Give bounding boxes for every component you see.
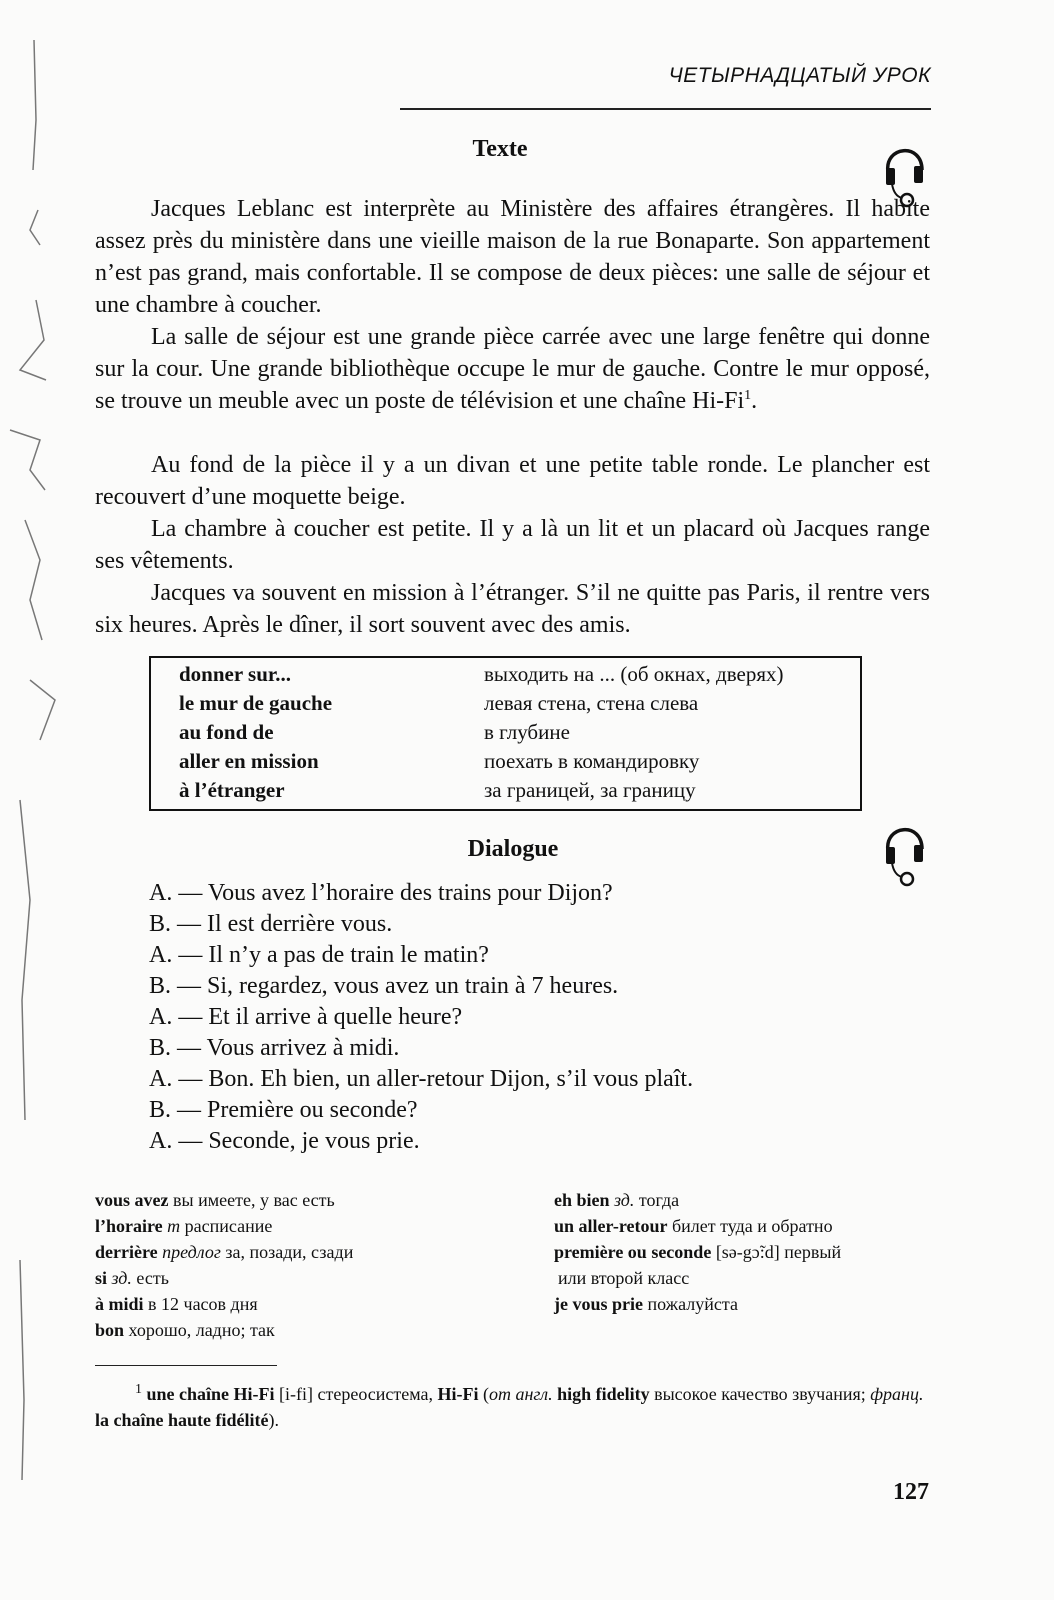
vocab-french: le mur de gauche	[179, 691, 333, 715]
glossary-entry: или второй класс	[558, 1268, 690, 1288]
texte-paragraph-1: Jacques Leblanc est interprète au Ministère des affaires étrangères. Il habite assez près du ministère dans une vieille maison de la rue Bonaparte. Son appartement n’est pas grand, mais confortable. Il se compose de deux pièces: une salle de séjour et une chambre à coucher.	[95, 196, 930, 318]
dialogue-line: A. — Il n’y a pas de train le matin?	[149, 942, 489, 968]
texte-paragraph-5: Jacques va souvent en mission à l’étranger. S’il ne quitte pas Paris, il rentre vers six heures. Après le dîner, il sort souvent avec des amis.	[95, 580, 930, 638]
glossary-entry: vous avez вы имеете, у вас есть	[95, 1190, 335, 1210]
dialogue-line: A. — Seconde, je vous prie.	[149, 1128, 420, 1154]
texte-paragraph-4: La chambre à coucher est petite. Il y a là un lit et un placard où Jacques range ses vêtements.	[95, 516, 930, 574]
vocab-row	[151, 691, 860, 720]
glossary-entry: première ou seconde [sə-gɔ̃:d] первый	[554, 1242, 842, 1262]
vocab-row	[151, 720, 860, 749]
glossary-entry: derrière предлог за, позади, сзади	[95, 1242, 354, 1262]
glossary-entry: je vous prie пожалуйста	[554, 1294, 738, 1314]
texte-title: Texte	[472, 136, 528, 162]
footnote-ref: 1	[744, 388, 752, 403]
texte-paragraph-3: Au fond de la pièce il y a un divan et une petite table ronde. Le plancher est recouvert d’une moquette beige.	[95, 452, 930, 510]
glossary-entry: bon хорошо, ладно; так	[95, 1320, 275, 1340]
vocabulary-box	[149, 656, 862, 811]
running-head: ЧЕТЫРНАДЦАТЫЙ УРОК	[668, 64, 931, 87]
vocab-russian: выходить на ... (об окнах, дверях)	[484, 662, 784, 686]
vocab-french: aller en mission	[179, 749, 319, 773]
footnote-rule	[95, 1365, 277, 1366]
vocab-row	[151, 662, 860, 691]
vocab-french: au fond de	[179, 720, 274, 744]
glossary-entry: l’horaire m расписание	[95, 1216, 273, 1236]
vocab-russian: поехать в командировку	[484, 749, 700, 773]
dialogue-line: B. — Si, regardez, vous avez un train à 7 heures.	[149, 973, 619, 999]
glossary-entry: un aller-retour билет туда и обратно	[554, 1216, 833, 1236]
dialogue-line: B. — Première ou seconde?	[149, 1097, 418, 1123]
page-number: 127	[893, 1479, 929, 1505]
dialogue-line: B. — Il est derrière vous.	[149, 911, 393, 937]
dialogue-line: A. — Vous avez l’horaire des trains pour Dijon?	[149, 880, 613, 906]
dialogue-title: Dialogue	[467, 836, 559, 862]
vocab-french: donner sur...	[179, 662, 292, 686]
dialogue-line: A. — Et il arrive à quelle heure?	[149, 1004, 463, 1030]
glossary-entry: si зд. есть	[95, 1268, 169, 1288]
vocab-row	[151, 778, 860, 807]
vocab-russian: за границей, за границу	[484, 778, 696, 802]
vocab-row	[151, 749, 860, 778]
glossary-entry: eh bien зд. тогда	[554, 1190, 680, 1210]
footnote: $^1$ une chaîne Hi-Fi [i-fi] стереосистема, Hi-Fi (от англ. high fidelity высокое качество звучания; франц. la chaîne haute fidélité).	[95, 1382, 924, 1430]
texte-paragraph-2: La salle de séjour est une grande pièce carrée avec une large fenêtre qui donne sur la cour. Une grande bibliothèque occupe le mur de gauche. Contre le mur opposé, se trouve un meuble avec un poste de télévision et une chaîne Hi-Fi$^1$.	[95, 324, 930, 414]
vocab-russian: левая стена, стена слева	[484, 691, 699, 715]
vocab-french: à l’étranger	[179, 778, 285, 802]
dialogue-line: B. — Vous arrivez à midi.	[149, 1035, 400, 1061]
scan-edge-marks	[0, 0, 60, 1600]
dialogue-line: A. — Bon. Eh bien, un aller-retour Dijon, s’il vous plaît.	[149, 1066, 694, 1092]
headphones-icon	[880, 815, 930, 889]
header-rule	[400, 108, 931, 110]
vocab-russian: в глубине	[484, 720, 570, 744]
glossary-entry: à midi в 12 часов дня	[95, 1294, 258, 1314]
